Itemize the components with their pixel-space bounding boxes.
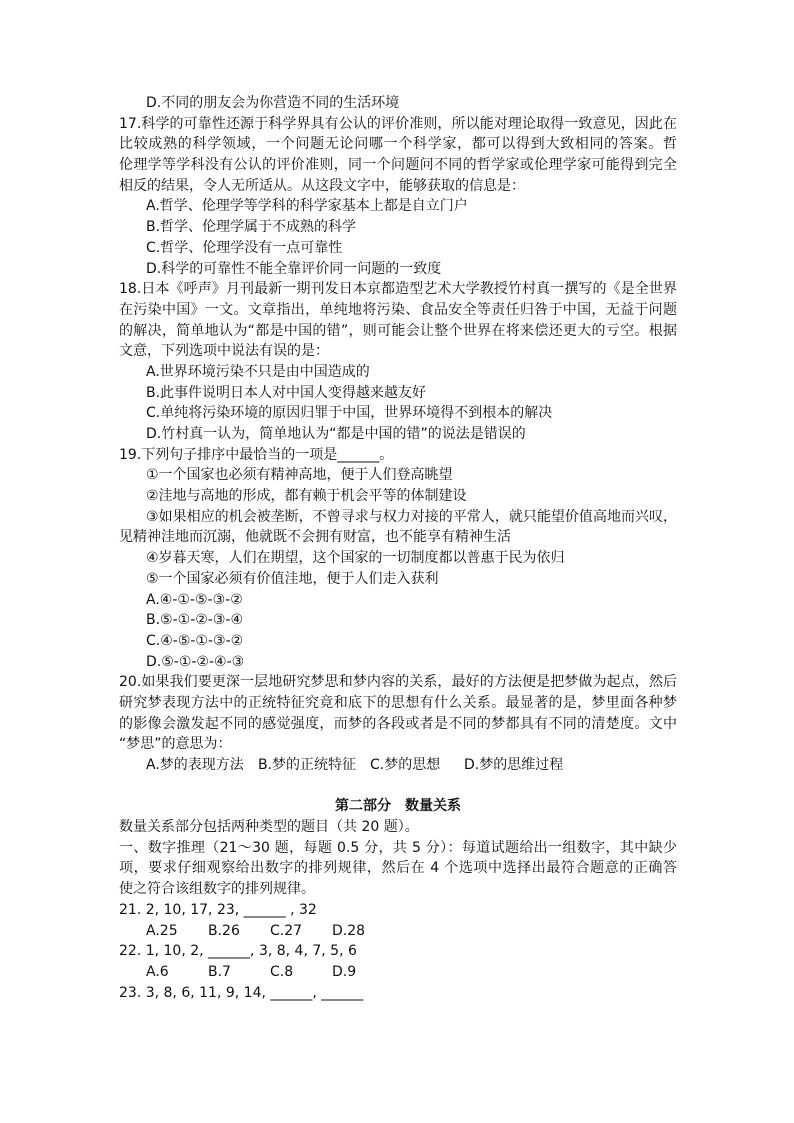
q20-option-d: D.梦的思维过程 (464, 757, 564, 773)
q17-option-a: A.哲学、伦理学等学科的科学家基本上都是自立门户 (146, 198, 468, 215)
section-intro: 数量关系部分包括两种类型的题目（共 20 题）。 (119, 819, 419, 836)
q19-option-d: D.⑤-①-②-④-③ (146, 653, 245, 670)
q19-sentence-3-cont: 见精神洼地而沉溺，他就既不会拥有财富，也不能享有精神生活 (119, 529, 511, 546)
question-17 (119, 114, 677, 280)
q22-options (119, 962, 677, 983)
q18-stem-line: 在污染中国》一文。文章指出，单纯地将污染、食品安全等责任归咎于中国，无益于问题 (119, 301, 677, 318)
q20-stem-line: 研究梦表现方法中的正统特征究竟和底下的思想有什么关系。最显著的是，梦里面各种梦 (119, 694, 677, 711)
q19-option-c: C.④-⑤-①-③-② (146, 632, 244, 649)
q19-sentence-4: ④岁暮天寒，人们在期望，这个国家的一切制度都以普惠于民为依归 (146, 550, 565, 567)
section-instructions-line: 项，要求仔细观察给出数字的排列规律，然后在 4 个选项中选择出最符合题意的正确答 (119, 860, 677, 877)
q19-sentence-5: ⑤一个国家必须有价值洼地，便于人们走入获利 (146, 570, 439, 587)
q20-stem-line: “梦思”的意思为： (119, 736, 232, 753)
q21-option-d: D.28 (332, 922, 366, 939)
question-19 (119, 445, 677, 673)
q20-option-a: A.梦的表现方法 (146, 757, 244, 773)
q17-stem-line: 比较成熟的科学领域，一个问题无论问哪一个科学家，都可以得到大致相同的答案。哲 (119, 136, 677, 153)
q19-option-a: A.④-①-⑤-③-② (146, 591, 243, 608)
q20-option-b: B.梦的正统特征 (258, 757, 357, 773)
q17-stem-line: 17.科学的可靠性还源于科学界具有公认的评价准则，所以能对理论取得一致意见，因此在 (119, 115, 677, 132)
q18-option-b: B.此事件说明日本人对中国人变得越来越友好 (146, 384, 427, 401)
q17-option-c: C.哲学、伦理学没有一点可靠性 (146, 239, 343, 256)
question-20 (119, 672, 677, 775)
question-18 (119, 279, 677, 445)
q19-sentence-2: ②洼地与高地的形成，都有赖于机会平等的体制建设 (146, 488, 467, 505)
q18-stem-line: 的解决，简单地认为“都是中国的错”，则可能会让整个世界在将来偿还更大的亏空。根据 (119, 322, 677, 339)
q22-option-c: C.8 (270, 963, 294, 980)
q22-stem: 22. 1, 10, 2, ______, 3, 8, 4, 7, 5, 6 (119, 943, 357, 960)
q22-option-d: D.9 (332, 963, 357, 980)
q17-option-b: B.哲学、伦理学属于不成熟的科学 (146, 219, 357, 236)
q18-option-a: A.世界环境污染不只是由中国造成的 (146, 363, 370, 380)
q22-option-b: B.7 (208, 963, 231, 980)
q20-option-c: C.梦的思想 (370, 757, 441, 773)
q18-stem-line: 文意，下列选项中说法有误的是： (119, 343, 329, 360)
q19-sentence-1: ①一个国家也必须有精神高地，便于人们登高眺望 (146, 467, 453, 484)
q21-options (119, 921, 677, 942)
question-22 (119, 941, 677, 982)
q17-stem-line: 伦理学等学科没有公认的评价准则，同一个问题问不同的哲学家或伦理学家可能得到完全 (119, 157, 677, 174)
q21-option-b: B.26 (208, 922, 240, 939)
q21-option-a: A.25 (146, 922, 178, 939)
q18-option-d: D.竹村真一认为，简单地认为“都是中国的错”的说法是错误的 (146, 426, 526, 442)
q20-stem-line: 20.如果我们要更深一层地研究梦思和梦内容的关系，最好的方法便是把梦做为起点，然后 (119, 674, 677, 691)
q18-stem-line: 18.日本《呼声》月刊最新一期刊发日本京都造型艺术大学教授竹村真一撰写的《是全世界 (119, 281, 677, 298)
q19-stem: 19.下列句子排序中最恰当的一项是______。 (119, 446, 394, 463)
section-instructions-line: 使之符合该组数字的排列规律。 (119, 881, 315, 898)
section-title: 第二部分 数量关系 (335, 798, 461, 815)
q21-option-c: C.27 (270, 922, 303, 939)
q22-option-a: A.6 (146, 963, 169, 980)
section-instructions-line: 一、数字推理（21～30 题，每题 0.5 分，共 5 分）：每道试题给出一组数字，其中缺少 (119, 839, 677, 856)
q19-sentence-3: ③如果相应的机会被垄断，不曾寻求与权力对接的平常人，就只能望价值高地而兴叹， (146, 508, 677, 525)
q18-option-c: C.单纯将污染环境的原因归罪于中国，世界环境得不到根本的解决 (146, 405, 553, 422)
q17-option-d: D.科学的可靠性不能全靠评价同一问题的一致度 (146, 260, 442, 277)
q17-stem-line: 相反的结果，令人无所适从。从这段文字中，能够获取的信息是： (119, 177, 525, 194)
q23-stem: 23. 3, 8, 6, 11, 9, 14, ______, ______ (119, 984, 364, 1001)
q19-option-b: B.⑤-①-②-③-④ (146, 612, 244, 629)
q16-option-d: D.不同的朋友会为你营造不同的生活环境 (146, 95, 400, 111)
q20-options (119, 755, 677, 776)
q20-stem-line: 的影像会激发起不同的感觉强度，而梦的各段或者是不同的梦都具有不同的清楚度。文中 (119, 715, 677, 732)
exam-page (119, 93, 677, 1003)
q21-stem: 21. 2, 10, 17, 23, ______ , 32 (119, 901, 317, 918)
question-21 (119, 900, 677, 941)
